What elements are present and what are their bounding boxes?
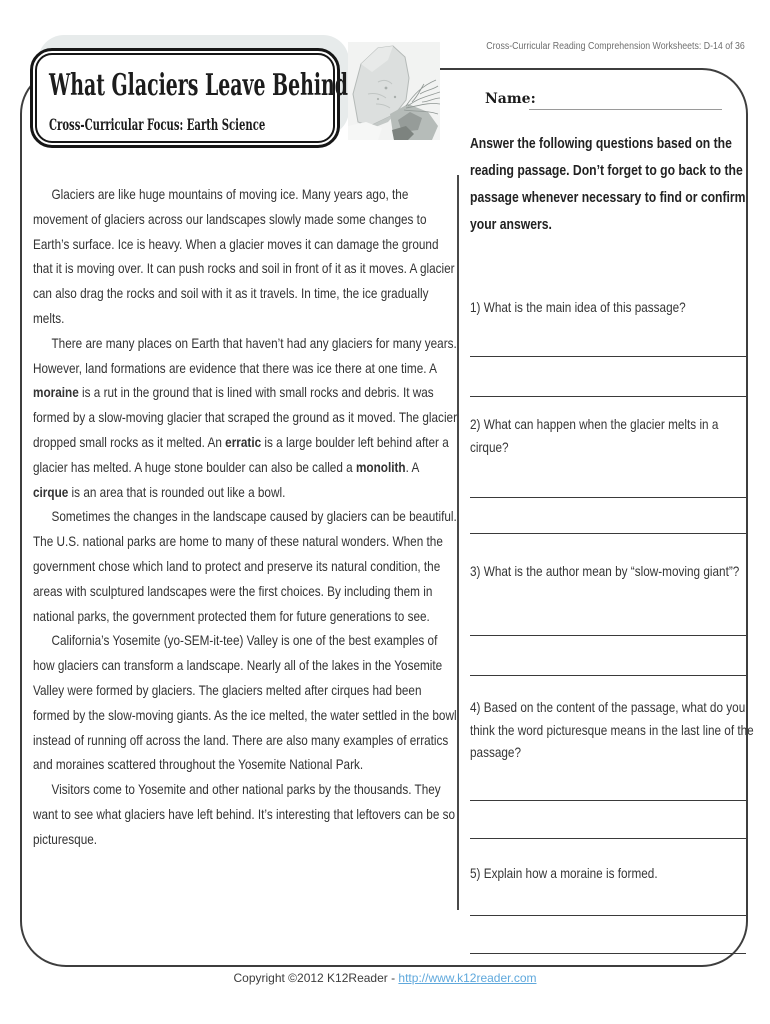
- passage-paragraph: Sometimes the changes in the landscape caused by glaciers can be beautiful. The U.S. national parks are home to many of these natural wonders. When the government chose which land to protect and preserve its natural condition, the areas with sculptured landscapes were the first choices. By including them in national parks, the government protected them for future generations to see.: [33, 508, 457, 624]
- title-box: [30, 48, 349, 148]
- name-row: [485, 90, 536, 108]
- focus-subtitle: Cross-Curricular Focus: Earth Science: [49, 115, 266, 134]
- answer-line-2-1[interactable]: [470, 497, 746, 498]
- answer-line-1-2[interactable]: [470, 396, 746, 397]
- passage-paragraph: There are many places on Earth that haven’t had any glaciers for many years. However, land formations are evidence that there was ice there at one time. A moraine is a rut in the ground that is lined with small rocks and debris. It was formed by a slow-moving glacier that scraped the ground as it moved. The glacier dropped small rocks as it melted. An erratic is a large boulder left behind after a glacier has melted. A huge stone boulder can also be called a monolith. A cirque is an area that is rounded out like a bowl.: [33, 334, 458, 500]
- answer-line-4-1[interactable]: [470, 800, 746, 801]
- answer-line-3-1[interactable]: [470, 635, 746, 636]
- passage-paragraph: California’s Yosemite (yo-SEM-it-tee) Valley is one of the best examples of how glaciers can transform a landscape. Nearly all of the lakes in the Yosemite Valley were formed by glaciers. The glaciers melted after cirques had been formed by the slow-moving giants. As the ice melted, the water settled in the bowl instead of running off across the land. There are also many examples of erratics and moraines scattered throughout the Yosemite National Park.: [33, 632, 457, 773]
- glacier-photo: [348, 42, 440, 140]
- passage-paragraph: Visitors come to Yosemite and other national parks by the thousands. They want to see what glaciers have left behind. It’s interesting that leftovers can be so picturesque.: [33, 781, 456, 847]
- passage-paragraph: Glaciers are like huge mountains of moving ice. Many years ago, the movement of glaciers across our landscapes slowly made some changes to Earth’s surface. Ice is heavy. When a glacier moves it can damage the ground that it is moving over. It can push rocks and soil in front of it as it moves. A glacier can also drag the rocks and soil with it as it travels. In time, the ice gradually melts.: [33, 186, 455, 326]
- question-3: 3) What is the author mean by “slow-moving giant”?: [470, 563, 740, 579]
- question-5: 5) Explain how a moraine is formed.: [470, 865, 658, 881]
- name-input-line[interactable]: [529, 109, 722, 110]
- passage-title: What Glaciers Leave Behind: [49, 68, 349, 103]
- passage: [33, 182, 457, 852]
- question-1: 1) What is the main idea of this passage?: [470, 299, 686, 315]
- answer-line-5-2[interactable]: [470, 953, 746, 954]
- series-label: Cross-Curricular Reading Comprehension Worksheets: D-14 of 36: [486, 41, 745, 52]
- footer: [0, 971, 770, 985]
- question-4: 4) Based on the content of the passage, what do you think the word picturesque means in the last line of the passage?: [470, 699, 754, 760]
- instructions: Answer the following questions based on the reading passage. Don’t forget to go back to the passage whenever necessary to find or confirm your answers.: [470, 136, 746, 233]
- answer-line-5-1[interactable]: [470, 915, 746, 916]
- answer-line-4-2[interactable]: [470, 838, 746, 839]
- footer-link[interactable]: http://www.k12reader.com: [398, 971, 537, 985]
- answer-line-1-1[interactable]: [470, 356, 746, 357]
- copyright-text: Copyright ©2012 K12Reader -: [233, 971, 399, 985]
- title-box-inner-border: [35, 53, 349, 143]
- answer-line-3-2[interactable]: [470, 675, 746, 676]
- question-2: 2) What can happen when the glacier melts in a cirque?: [470, 416, 719, 455]
- answer-line-2-2[interactable]: [470, 533, 746, 534]
- name-label: Name:: [485, 91, 536, 107]
